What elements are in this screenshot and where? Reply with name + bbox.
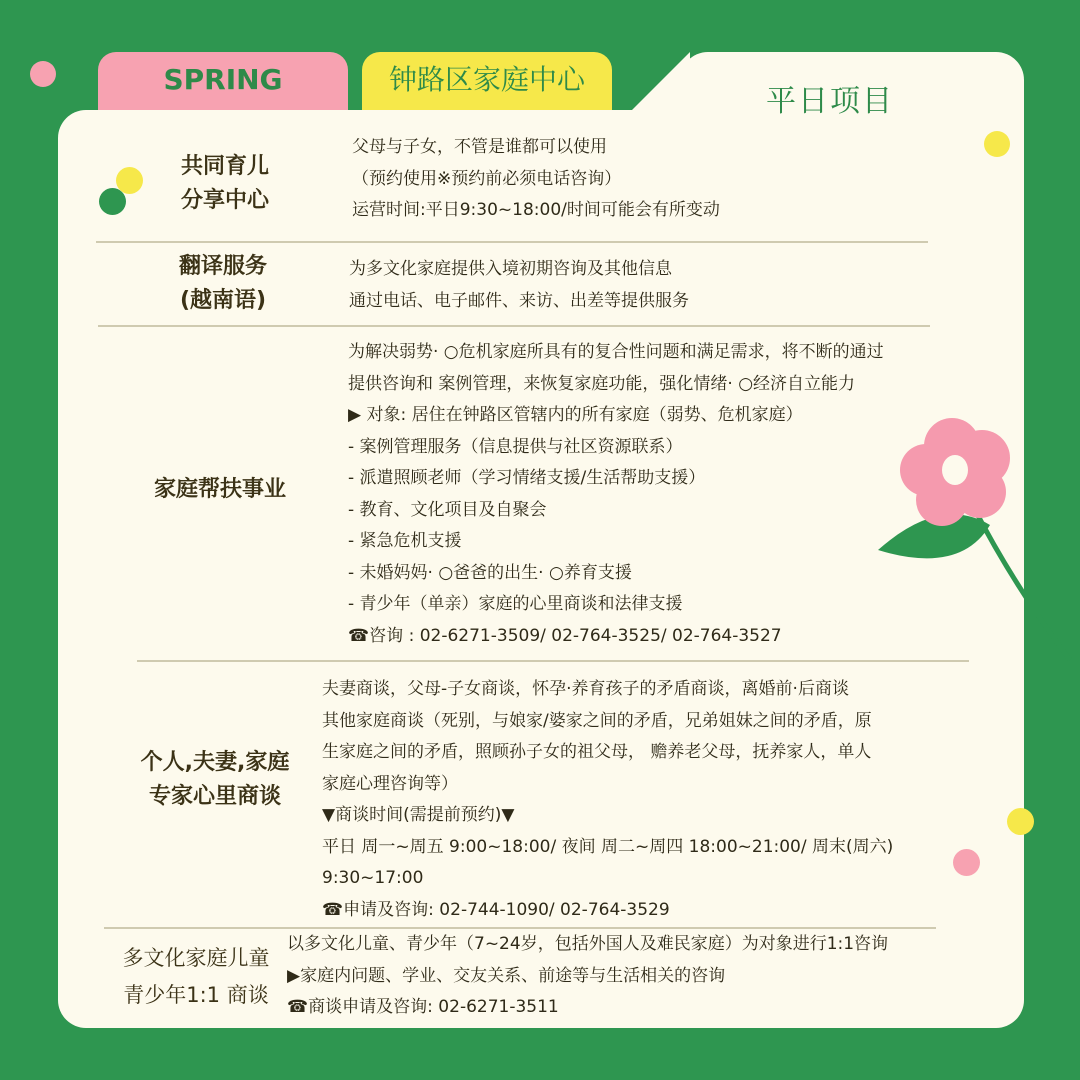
desc-line: 父母与子女，不管是谁都可以使用 bbox=[352, 137, 607, 157]
service-desc-multicultural-youth bbox=[287, 929, 888, 1024]
desc-line: 通过电话、电子邮件、来访、出差等提供服务 bbox=[349, 290, 689, 311]
desc-line: ☎申请及咨询: 02-744-1090/ 02-764-3529 bbox=[322, 899, 670, 920]
service-name-line: 分享中心 bbox=[180, 188, 269, 213]
service-name-translation bbox=[138, 250, 308, 318]
desc-line: - 派遣照顾老师（学习情绪支援/生活帮助支援） bbox=[348, 468, 706, 488]
desc-line: 夫妻商谈，父母-子女商谈，怀孕·养育孩子的矛盾商谈，离婚前·后商谈 bbox=[322, 679, 849, 699]
pink-dot-decoration bbox=[30, 61, 56, 87]
service-name-line: (越南语) bbox=[179, 288, 267, 313]
service-desc-childcare-share bbox=[352, 132, 720, 227]
desc-line: ▼商谈时间(需提前预约)▼ bbox=[322, 805, 515, 825]
service-name-multicultural-youth bbox=[100, 940, 292, 1014]
desc-line: ☎咨询 : 02-6271-3509/ 02-764-3525/ 02-764-3527 bbox=[348, 625, 782, 646]
tab-spring-label: SPRING bbox=[163, 63, 283, 96]
service-desc-family-support bbox=[348, 337, 884, 652]
desc-line: - 青少年（单亲）家庭的心里商谈和法律支援 bbox=[348, 594, 683, 614]
yellow-dot-decoration bbox=[1007, 808, 1034, 835]
flower-illustration bbox=[870, 410, 1080, 690]
service-name-line: 多文化家庭儿童 bbox=[122, 946, 270, 970]
divider bbox=[96, 241, 928, 243]
desc-line: ▶ 对象: 居住在钟路区管辖内的所有家庭（弱势、危机家庭） bbox=[348, 405, 803, 425]
service-name-counseling bbox=[110, 746, 320, 814]
service-name-line: 专家心里商谈 bbox=[148, 784, 281, 809]
desc-line: - 紧急危机支援 bbox=[348, 531, 462, 551]
desc-line: 为多文化家庭提供入境初期咨询及其他信息 bbox=[349, 259, 672, 279]
service-name-line: 青少年1:1 商谈 bbox=[123, 983, 269, 1007]
service-name-line: 翻译服务 bbox=[178, 254, 267, 279]
yellow-dot-decoration bbox=[984, 131, 1010, 157]
service-name-line: 共同育儿 bbox=[180, 154, 269, 179]
service-name-childcare-share bbox=[140, 150, 310, 218]
green-dot-decoration bbox=[99, 188, 126, 215]
desc-line: 提供咨询和 案例管理，来恢复家庭功能，强化情绪· ○经济自立能力 bbox=[348, 373, 856, 394]
service-desc-counseling bbox=[322, 674, 893, 926]
desc-line: 生家庭之间的矛盾，照顾孙子女的祖父母， 赡养老父母，抚养家人，单人 bbox=[322, 742, 872, 762]
divider bbox=[137, 660, 969, 662]
tab-weekday-label: 平日项目 bbox=[766, 84, 894, 119]
service-name-line: 家庭帮扶事业 bbox=[153, 477, 286, 502]
pink-dot-decoration bbox=[953, 849, 980, 876]
desc-line: ☎商谈申请及咨询: 02-6271-3511 bbox=[287, 997, 559, 1017]
divider bbox=[98, 325, 930, 327]
service-name-family-support bbox=[125, 473, 315, 507]
desc-line: 为解决弱势· ○危机家庭所具有的复合性问题和满足需求，将不断的通过 bbox=[348, 342, 884, 362]
desc-line: - 未婚妈妈· ○爸爸的出生· ○养育支援 bbox=[348, 562, 632, 583]
desc-line: （预约使用※预约前必须电话咨询） bbox=[352, 168, 622, 189]
desc-line: 其他家庭商谈（死别，与娘家/婆家之间的矛盾，兄弟姐妹之间的矛盾，原 bbox=[322, 710, 872, 731]
desc-line: 以多文化儿童、青少年（7~24岁，包括外国人及难民家庭）为对象进行1:1咨询 bbox=[287, 934, 889, 954]
tab-family-center-label: 钟路区家庭中心 bbox=[388, 63, 585, 96]
desc-line: - 案例管理服务（信息提供与社区资源联系） bbox=[348, 436, 683, 457]
desc-line: 平日 周一~周五 9:00~18:00/ 夜间 周二~周四 18:00~21:00/ 周末(周六) bbox=[322, 836, 894, 857]
desc-line: 9:30~17:00 bbox=[322, 868, 424, 888]
service-desc-translation bbox=[349, 254, 689, 317]
service-name-line: 个人,夫妻,家庭 bbox=[140, 750, 290, 775]
desc-line: 家庭心理咨询等） bbox=[322, 773, 458, 794]
desc-line: 运营时间:平日9:30~18:00/时间可能会有所变动 bbox=[352, 200, 720, 220]
desc-line: ▶家庭内问题、学业、交友关系、前途等与生活相关的咨询 bbox=[287, 965, 726, 986]
desc-line: - 教育、文化项目及自聚会 bbox=[348, 499, 547, 520]
